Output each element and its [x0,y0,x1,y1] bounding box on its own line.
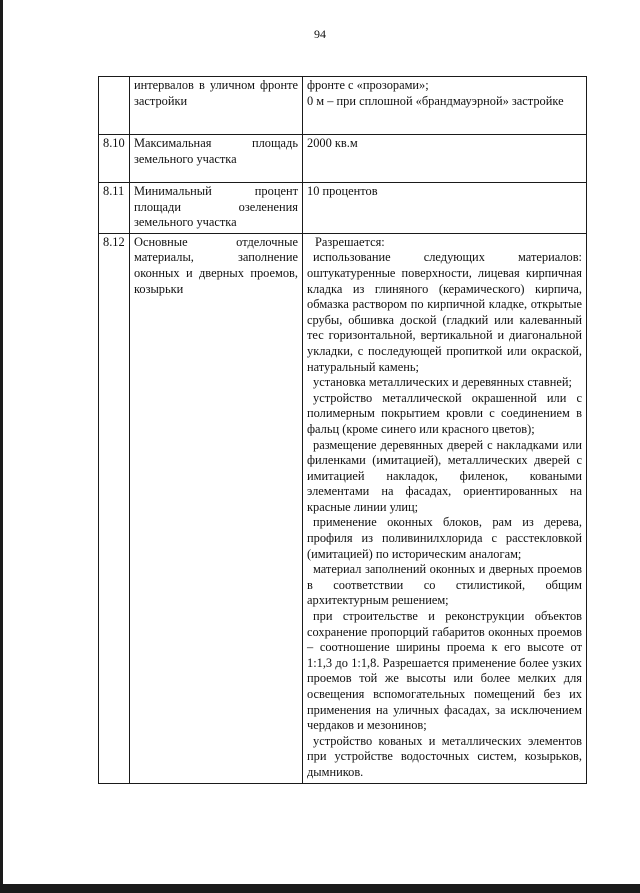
table-row [99,183,587,234]
value-paragraph: при строительстве и реконструкции объектов сохранение пропорций габаритов оконных проемов – соотношение ширины проема к его высоте от 1:1,3 до 1:1,8. Разрешается применение более узких проемов той же высоты или более мелких для освещения вспомогательных помещений без их применения на уличных фасадах, за исключением чердаков и мезонинов; [307,609,582,733]
row-number [99,77,130,135]
parameter-name: Максимальная площадь земельного участка [130,135,303,183]
scan-left-edge [0,0,3,893]
parameter-value [303,183,587,234]
parameter-value [303,135,587,183]
value-paragraph: применение оконных блоков, рам из дерева, профиля из поливинилхлорида с расстекловкой (имитацией) по историческим аналогам; [307,515,582,561]
page-number: 94 [314,27,326,41]
regulations-table [98,76,587,784]
value-paragraph: установка металлических и деревянных ставней; [313,375,572,390]
value-paragraph: использование следующих материалов: оштукатуренные поверхности, лицевая кирпичная кладка из глиняного (керамического) кирпича, обмазка раствором по кирпичной кладке, открытые срубы, обшивка доской (гладкий или калеванный тес горизонтальной, вертикальной и диагональной укладки, с последующей пропиткой или окраской, натуральный камень; [307,250,582,374]
row-number: 8.10 [99,135,130,183]
parameter-name: интервалов в уличном фронте застройки [130,77,303,135]
scan-bottom-edge [0,884,640,893]
value-paragraph: Разрешается: [315,234,385,249]
row-number: 8.12 [99,233,130,783]
parameter-name: Минимальный процент площади озеленения земельного участка [130,183,303,234]
value-paragraph: устройство металлической окрашенной или с полимерным покрытием кровли с соединением в фальц (кроме синего или красного цветов); [307,390,582,436]
parameter-value [303,77,587,135]
value-paragraph: размещение деревянных дверей с накладками или филенками (имитацией), металлических дверей с имитацией накладок, филенок, коваными элементами на фасадах, ориентированных на красные линии улиц; [307,437,582,514]
value-paragraph: материал заполнений оконных и дверных проемов в соответствии со стилистикой, общим архитектурным решением; [307,562,582,608]
row-number: 8.11 [99,183,130,234]
value-paragraph: 0 м – при сплошной «брандмауэрной» застройке [307,93,564,108]
value-paragraph: фронте с «прозорами»; [307,78,429,92]
table-row [99,135,587,183]
table-row [99,77,587,135]
value-paragraph: 10 процентов [307,184,378,198]
value-paragraph: устройство кованых и металлических элементов при устройстве водосточных систем, козырьков, дымников. [307,733,582,779]
parameter-name: Основные отделочные материалы, заполнение оконных и дверных проемов, козырьки [130,233,303,783]
table-row [99,233,587,783]
parameter-value [303,233,587,783]
value-paragraph: 2000 кв.м [307,136,358,150]
